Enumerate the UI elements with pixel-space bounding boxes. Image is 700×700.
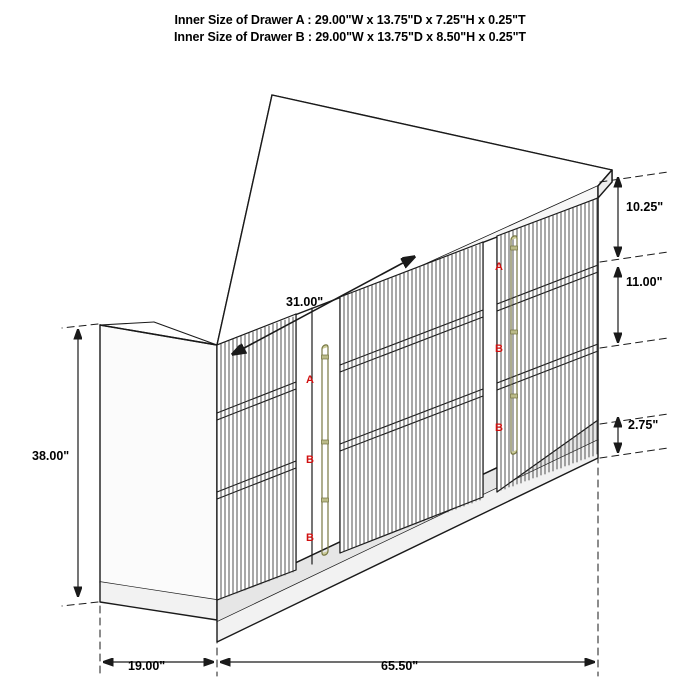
- header-line-1: Inner Size of Drawer A : 29.00"W x 13.75"D x 7.25"H x 0.25"T: [174, 13, 526, 27]
- dim-right-top-label: 10.25": [626, 200, 664, 214]
- dim-top-depth-label: 31.00": [286, 295, 324, 309]
- dim-bottom-width-label: 65.50": [381, 659, 419, 673]
- drawer-label-left-a: A: [306, 374, 314, 386]
- dim-right-mid-label: 11.00": [626, 275, 663, 289]
- drawer-label-left-b1: B: [306, 454, 314, 466]
- dim-bottom-depth-label: 19.00": [128, 659, 166, 673]
- dim-left-height-label: 38.00": [32, 449, 70, 463]
- drawer-label-right-b1: B: [495, 343, 503, 355]
- drawer-label-right-a: A: [495, 261, 503, 273]
- dim-right-low-label: 2.75": [628, 418, 659, 432]
- dim-right-extensions: [600, 172, 668, 458]
- drawer-label-right-b2: B: [495, 422, 503, 434]
- left-side-panel: [100, 325, 217, 620]
- drawer-label-left-b2: B: [306, 532, 314, 544]
- header-line-2: Inner Size of Drawer B : 29.00"W x 13.75"D x 8.50"H x 0.25"T: [174, 30, 526, 44]
- left-drawer-stack: [217, 314, 296, 600]
- dim-left-extensions: [62, 324, 98, 606]
